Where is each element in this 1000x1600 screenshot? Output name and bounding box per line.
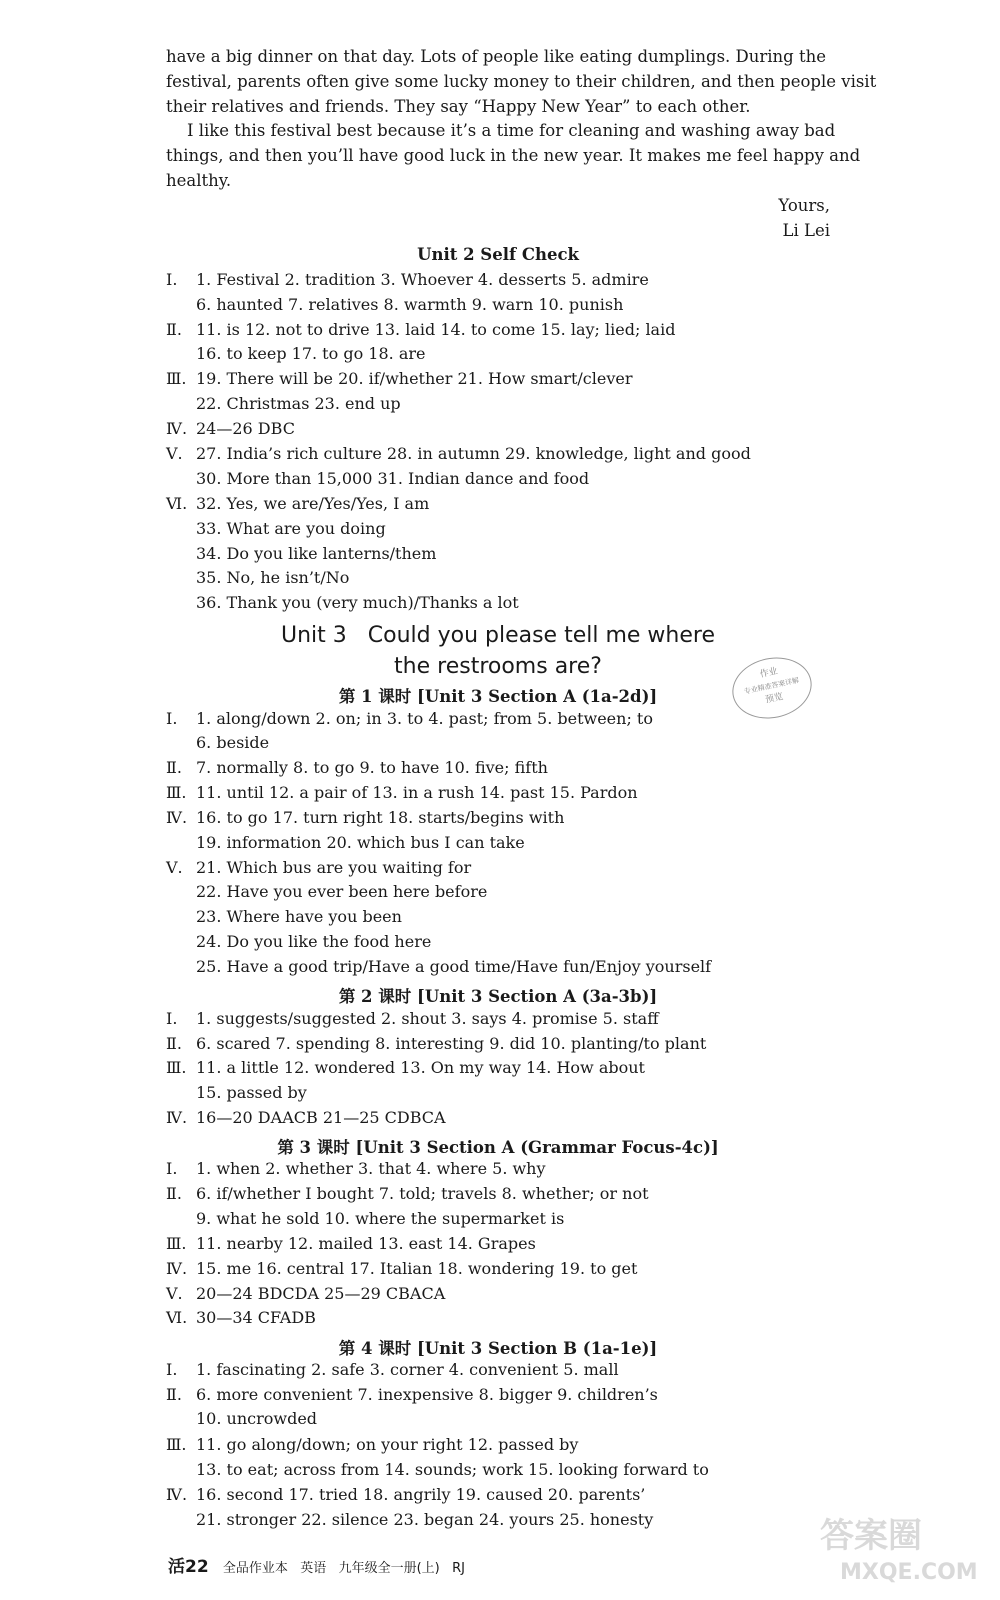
- answer-row: Ⅱ. 6. scared 7. spending 8. interesting 9. did 10. planting/to plant: [166, 1034, 707, 1053]
- answer-row: 13. to eat; across from 14. sounds; work 15. looking forward to: [196, 1460, 709, 1479]
- answer-row: Ⅴ. 20—24 BDCDA 25—29 CBACA: [166, 1284, 446, 1303]
- answer-row: 36. Thank you (very much)/Thanks a lot: [196, 593, 519, 612]
- answer-row: Ⅲ. 11. a little 12. wondered 13. On my way 14. How about: [166, 1058, 645, 1077]
- answer-row: Ⅳ. 24—26 DBC: [166, 419, 295, 438]
- unit-title-line: the restrooms are?: [394, 654, 602, 679]
- answer-row: 9. what he sold 10. where the supermarket is: [196, 1209, 565, 1228]
- answer-row: 34. Do you like lanterns/them: [196, 544, 437, 563]
- answer-row: 33. What are you doing: [196, 519, 386, 538]
- letter-paragraph-1: [166, 44, 877, 119]
- answer-row: 25. Have a good trip/Have a good time/Have fun/Enjoy yourself: [196, 957, 712, 976]
- letter-signature: Li Lei: [782, 221, 830, 240]
- stamp-label: 作业: [759, 666, 779, 681]
- answer-row: 6. beside: [196, 733, 270, 752]
- letter-line: I like this festival best because it’s a time for cleaning and washing away bad: [166, 121, 836, 140]
- answer-row: Ⅰ. 1. fascinating 2. safe 3. corner 4. convenient 5. mall: [166, 1360, 619, 1379]
- answer-row: Ⅳ. 16—20 DAACB 21—25 CDBCA: [166, 1108, 446, 1127]
- unit-title-line: Unit 3 Could you please tell me where: [281, 623, 715, 648]
- unit-title: [166, 620, 830, 682]
- stamp-label: 专业精准答案详解: [743, 676, 800, 696]
- section-title-lesson-1: 第 1 课时 [Unit 3 Section A (1a-2d)]: [338, 687, 658, 706]
- answer-row: Ⅲ. 11. nearby 12. mailed 13. east 14. Grapes: [166, 1234, 536, 1253]
- section-title-lesson-2: 第 2 课时 [Unit 3 Section A (3a-3b)]: [338, 987, 658, 1006]
- answer-row: 22. Christmas 23. end up: [196, 394, 401, 413]
- letter-line: healthy.: [166, 171, 232, 190]
- answer-row: Ⅰ. 1. along/down 2. on; in 3. to 4. past; from 5. between; to: [166, 709, 653, 728]
- answer-row: 6. haunted 7. relatives 8. warmth 9. warn 10. punish: [196, 295, 624, 314]
- answer-row: Ⅵ. 32. Yes, we are/Yes/Yes, I am: [166, 494, 430, 513]
- answer-row: Ⅵ. 30—34 CFADB: [166, 1308, 316, 1327]
- page-footer: [168, 1552, 465, 1577]
- answer-row: Ⅳ. 16. second 17. tried 18. angrily 19. caused 20. parents’: [166, 1485, 646, 1504]
- watermark-site: MXQE.COM: [840, 1560, 978, 1585]
- answer-row: 21. stronger 22. silence 23. began 24. yours 25. honesty: [196, 1510, 654, 1529]
- answer-row: 19. information 20. which bus I can take: [196, 833, 525, 852]
- answer-row: 35. No, he isn’t/No: [196, 568, 350, 587]
- answer-row: 24. Do you like the food here: [196, 932, 432, 951]
- answer-row: Ⅲ. 11. until 12. a pair of 13. in a rush 14. past 15. Pardon: [166, 783, 638, 802]
- answer-row: Ⅱ. 7. normally 8. to go 9. to have 10. five; fifth: [166, 758, 548, 777]
- answer-row: Ⅰ. 1. suggests/suggested 2. shout 3. says 4. promise 5. staff: [166, 1009, 659, 1028]
- answer-row: Ⅴ. 21. Which bus are you waiting for: [166, 858, 472, 877]
- answer-row: 23. Where have you been: [196, 907, 402, 926]
- answer-row: Ⅰ. 1. Festival 2. tradition 3. Whoever 4. desserts 5. admire: [166, 270, 649, 289]
- letter-line: have a big dinner on that day. Lots of people like eating dumplings. During the: [166, 47, 827, 66]
- section-title-lesson-4: 第 4 课时 [Unit 3 Section B (1a-1e)]: [338, 1339, 658, 1358]
- section-title-self-check: Unit 2 Self Check: [417, 245, 579, 264]
- stamp-label: 预览: [764, 691, 785, 706]
- answer-row: Ⅱ. 6. if/whether I bought 7. told; travels 8. whether; or not: [166, 1184, 649, 1203]
- section-title-lesson-3: 第 3 课时 [Unit 3 Section A (Grammar Focus-4c)]: [277, 1138, 719, 1157]
- answer-row: 15. passed by: [196, 1083, 307, 1102]
- answer-row: Ⅴ. 27. India’s rich culture 28. in autumn 29. knowledge, light and good: [166, 444, 751, 463]
- answer-row: Ⅱ. 6. more convenient 7. inexpensive 8. bigger 9. children’s: [166, 1385, 658, 1404]
- page-number: 活22: [168, 1557, 209, 1577]
- watermark-logo: 答案圈: [820, 1516, 922, 1556]
- answer-row: Ⅳ. 15. me 16. central 17. Italian 18. wondering 19. to get: [166, 1259, 638, 1278]
- answer-row: 22. Have you ever been here before: [196, 882, 488, 901]
- answer-row: 30. More than 15,000 31. Indian dance and food: [196, 469, 590, 488]
- letter-line: their relatives and friends. They say “Happy New Year” to each other.: [166, 97, 751, 116]
- letter-paragraph-2: [166, 118, 861, 193]
- answer-row: Ⅳ. 16. to go 17. turn right 18. starts/begins with: [166, 808, 565, 827]
- letter-line: things, and then you’ll have good luck in the new year. It makes me feel happy and: [166, 146, 861, 165]
- letter-closing: Yours,: [778, 196, 830, 215]
- footer-book-info: 全品作业本 英语 九年级全一册(上) RJ: [222, 1561, 466, 1576]
- answer-row: Ⅲ. 19. There will be 20. if/whether 21. How smart/clever: [166, 369, 633, 388]
- answer-row: 10. uncrowded: [196, 1409, 318, 1428]
- letter-line: festival, parents often give some lucky money to their children, and then people visit: [166, 72, 877, 91]
- answer-row: Ⅱ. 11. is 12. not to drive 13. laid 14. to come 15. lay; lied; laid: [166, 320, 676, 339]
- answer-row: Ⅰ. 1. when 2. whether 3. that 4. where 5. why: [166, 1159, 546, 1178]
- answer-row: Ⅲ. 11. go along/down; on your right 12. passed by: [166, 1435, 579, 1454]
- answer-row: 16. to keep 17. to go 18. are: [196, 344, 426, 363]
